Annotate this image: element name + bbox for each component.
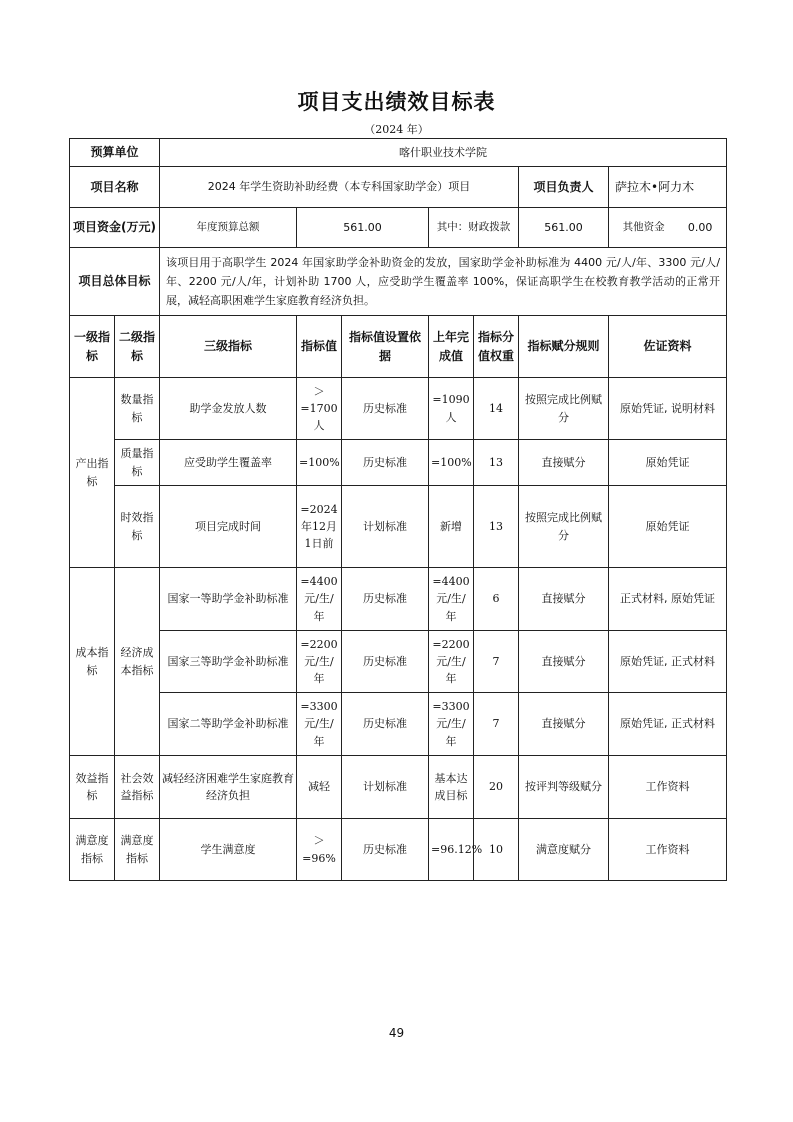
- row-rule: 直接赋分: [519, 631, 609, 693]
- row-name: 学生满意度: [160, 819, 297, 881]
- row-evidence: 正式材料, 原始凭证: [609, 568, 727, 631]
- row-evidence: 工作资料: [609, 819, 727, 881]
- row-basis: 计划标准: [342, 756, 429, 819]
- fund-row: [70, 208, 727, 248]
- col-level2: 二级指标: [115, 316, 160, 378]
- row-name: 减轻经济困难学生家庭教育经济负担: [160, 756, 297, 819]
- table-row: [70, 486, 727, 568]
- row-basis: 历史标准: [342, 693, 429, 756]
- table-row: [70, 568, 727, 631]
- row-basis: 历史标准: [342, 568, 429, 631]
- budget-unit-value: 喀什职业技术学院: [160, 139, 727, 167]
- fund-label: 项目资金(万元): [70, 208, 160, 248]
- other-fund-pair: [611, 219, 724, 236]
- row-rule: 直接赋分: [519, 568, 609, 631]
- row-rule: 按照完成比例赋分: [519, 486, 609, 568]
- project-name-value: 2024 年学生资助补助经费（本专科国家助学金）项目: [160, 167, 519, 208]
- subgroup-satisfaction: 满意度指标: [115, 819, 160, 881]
- row-name: 应受助学生覆盖率: [160, 440, 297, 486]
- row-last-year: =100%: [429, 440, 474, 486]
- table-row: [70, 756, 727, 819]
- row-evidence: 原始凭证, 说明材料: [609, 378, 727, 440]
- row-basis: 历史标准: [342, 378, 429, 440]
- row-evidence: 原始凭证: [609, 440, 727, 486]
- subgroup-timeliness: 时效指标: [115, 486, 160, 568]
- row-weight: 14: [474, 378, 519, 440]
- page-title: 项目支出绩效目标表: [297, 90, 496, 114]
- row-last-year: =4400元/生/年: [429, 568, 474, 631]
- row-value: =2024年12月1日前: [297, 486, 342, 568]
- row-rule: 按照完成比例赋分: [519, 378, 609, 440]
- row-weight: 13: [474, 486, 519, 568]
- row-value: ＞=96%: [297, 819, 342, 881]
- goal-label: 项目总体目标: [70, 248, 160, 316]
- group-satisfaction: 满意度指标: [70, 819, 115, 881]
- row-basis: 历史标准: [342, 631, 429, 693]
- row-weight: 7: [474, 693, 519, 756]
- subgroup-social-benefit: 社会效益指标: [115, 756, 160, 819]
- table-row: [70, 693, 727, 756]
- row-value: =2200元/生/年: [297, 631, 342, 693]
- col-level1: 一级指标: [70, 316, 115, 378]
- fiscal-label: 其中：财政拨款: [429, 208, 519, 248]
- col-evidence: 佐证资料: [609, 316, 727, 378]
- fiscal-value: 561.00: [519, 208, 609, 248]
- responsible-label: 项目负责人: [519, 167, 609, 208]
- row-value: =100%: [297, 440, 342, 486]
- performance-target-table: [69, 138, 727, 881]
- row-last-year: =96.12%: [429, 819, 474, 881]
- row-value: 减轻: [297, 756, 342, 819]
- row-last-year: =1090人: [429, 378, 474, 440]
- col-value: 指标值: [297, 316, 342, 378]
- row-evidence: 原始凭证, 正式材料: [609, 631, 727, 693]
- row-basis: 计划标准: [342, 486, 429, 568]
- row-rule: 直接赋分: [519, 440, 609, 486]
- row-weight: 20: [474, 756, 519, 819]
- col-last-year: 上年完成值: [429, 316, 474, 378]
- subgroup-quantity: 数量指标: [115, 378, 160, 440]
- group-cost: 成本指标: [70, 568, 115, 756]
- row-name: 助学金发放人数: [160, 378, 297, 440]
- row-last-year: =3300元/生/年: [429, 693, 474, 756]
- row-weight: 10: [474, 819, 519, 881]
- annual-budget-value: 561.00: [297, 208, 429, 248]
- year-label: （2024 年）: [364, 123, 429, 136]
- row-last-year: 新增: [429, 486, 474, 568]
- group-benefit: 效益指标: [70, 756, 115, 819]
- col-basis: 指标值设置依据: [342, 316, 429, 378]
- row-basis: 历史标准: [342, 819, 429, 881]
- row-basis: 历史标准: [342, 440, 429, 486]
- column-header-row: [70, 316, 727, 378]
- col-rule: 指标赋分规则: [519, 316, 609, 378]
- row-last-year: =2200元/生/年: [429, 631, 474, 693]
- row-value: =3300元/生/年: [297, 693, 342, 756]
- row-name: 国家一等助学金补助标准: [160, 568, 297, 631]
- table-row: [70, 631, 727, 693]
- row-weight: 13: [474, 440, 519, 486]
- row-evidence: 原始凭证, 正式材料: [609, 693, 727, 756]
- page-number: 49: [388, 1026, 405, 1040]
- budget-unit-row: [70, 139, 727, 167]
- row-rule: 直接赋分: [519, 693, 609, 756]
- budget-unit-label: 预算单位: [70, 139, 160, 167]
- row-value: =4400元/生/年: [297, 568, 342, 631]
- col-weight: 指标分值权重: [474, 316, 519, 378]
- row-weight: 6: [474, 568, 519, 631]
- other-fund-value: 0.00: [687, 220, 713, 234]
- table-row: [70, 819, 727, 881]
- table-row: [70, 378, 727, 440]
- row-weight: 7: [474, 631, 519, 693]
- responsible-value: 萨拉木•阿力木: [609, 167, 727, 208]
- row-last-year: 基本达成目标: [429, 756, 474, 819]
- goal-text: 该项目用于高职学生 2024 年国家助学金补助资金的发放，国家助学金补助标准为 4400 元/人/年、3300 元/人/年、2200 元/人/年，计划补助 1700 人，应受助学生覆盖率 100%，保证高职学生在校教育教学活动的正常开展，减轻高职困难学生家庭教育经济负担。: [160, 248, 727, 316]
- row-value: ＞=1700人: [297, 378, 342, 440]
- col-level3: 三级指标: [160, 316, 297, 378]
- project-name-label: 项目名称: [70, 167, 160, 208]
- row-evidence: 原始凭证: [609, 486, 727, 568]
- group-output: 产出指标: [70, 378, 115, 568]
- row-rule: 按评判等级赋分: [519, 756, 609, 819]
- annual-budget-label: 年度预算总额: [160, 208, 297, 248]
- row-name: 国家二等助学金补助标准: [160, 693, 297, 756]
- other-fund-cell: [609, 208, 727, 248]
- row-name: 项目完成时间: [160, 486, 297, 568]
- other-fund-label: 其他资金: [622, 220, 665, 233]
- row-name: 国家三等助学金补助标准: [160, 631, 297, 693]
- row-evidence: 工作资料: [609, 756, 727, 819]
- subgroup-quality: 质量指标: [115, 440, 160, 486]
- project-name-row: [70, 167, 727, 208]
- table-row: [70, 440, 727, 486]
- subgroup-economic-cost: 经济成本指标: [115, 568, 160, 756]
- row-rule: 满意度赋分: [519, 819, 609, 881]
- goal-row: [70, 248, 727, 316]
